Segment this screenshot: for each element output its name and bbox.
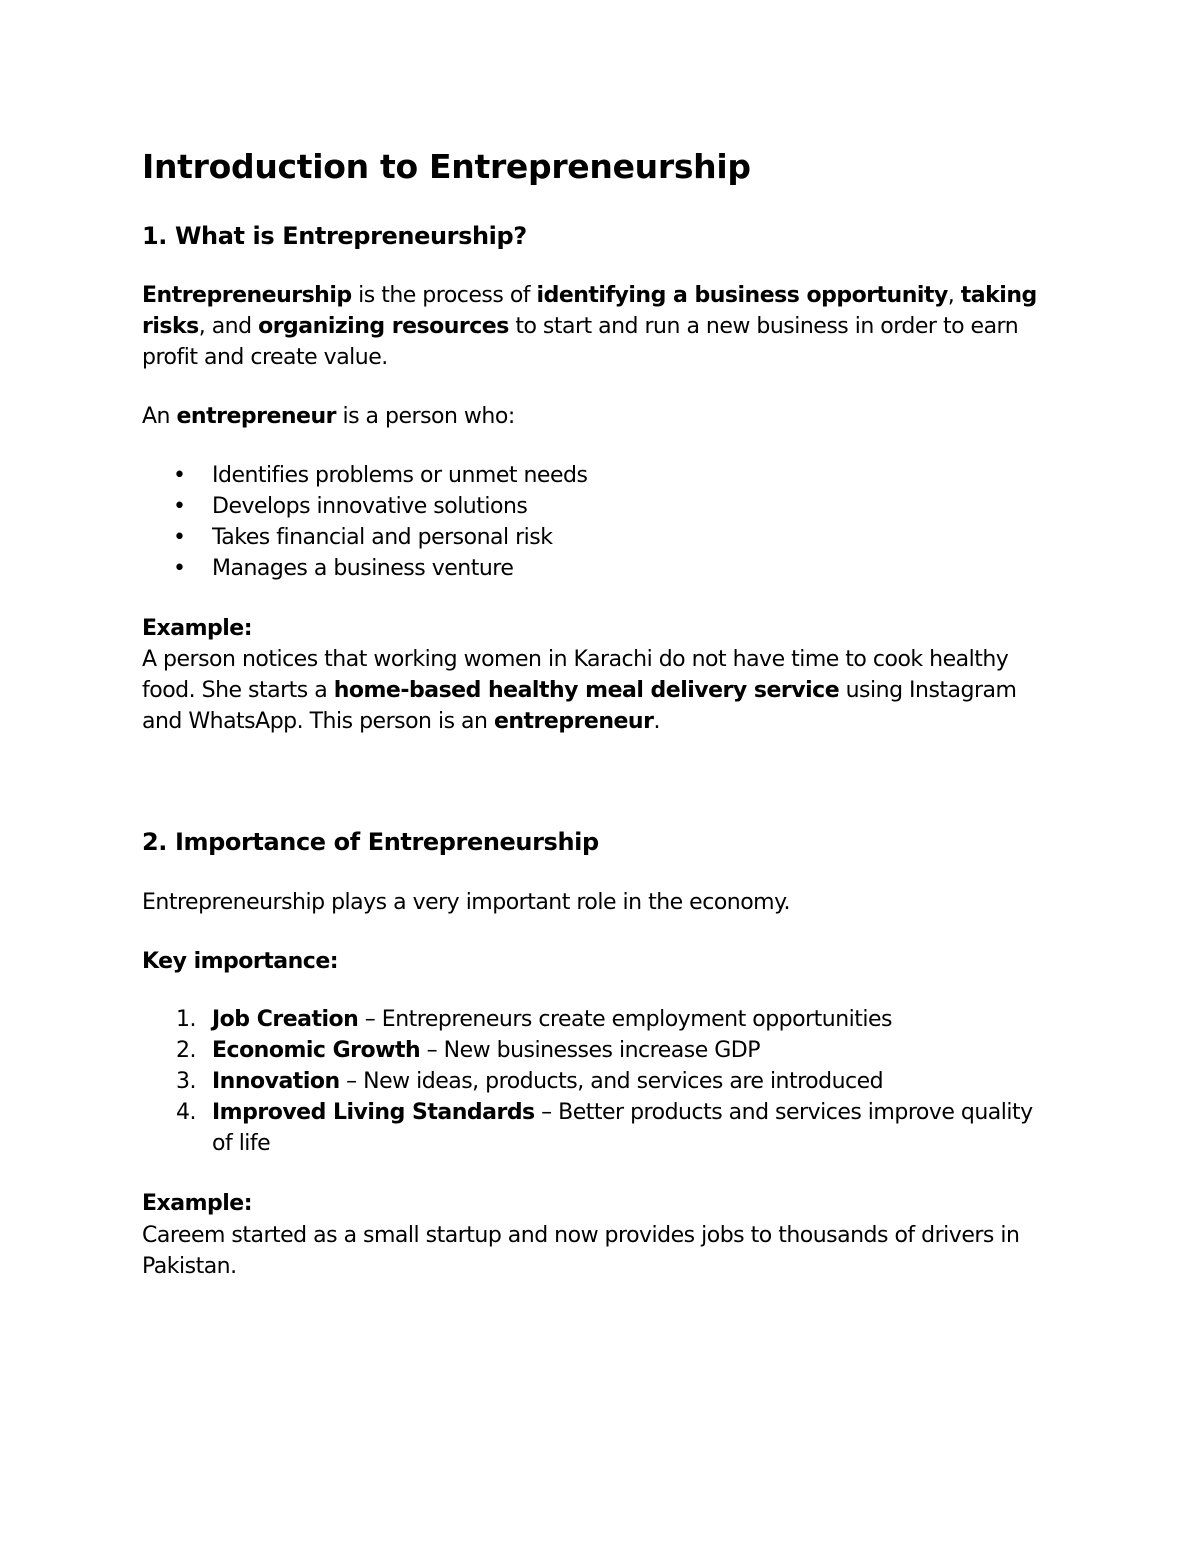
list-item: • Identifies problems or unmet needs: [142, 460, 1042, 491]
term-entrepreneurship: Entrepreneurship: [142, 283, 352, 308]
list-item: • Develops innovative solutions: [142, 491, 1042, 522]
section-2-heading: 2. Importance of Entrepreneurship: [142, 828, 599, 856]
bullet-icon: •: [173, 525, 186, 550]
example-paragraph-1: A person notices that working women in Karachi do not have time to cook healthy food. She starts a home-based healthy meal delivery service using Instagram and WhatsApp. This person is an entrepreneur.: [142, 647, 1017, 734]
term-taking-risks: taking risks: [142, 283, 1037, 339]
example-label-2: Example:: [142, 1191, 252, 1216]
bullet-icon: •: [173, 463, 186, 488]
term-meal-delivery-service: home-based healthy meal delivery service: [333, 678, 840, 703]
example-label-1: Example:: [142, 616, 252, 641]
term-entrepreneur: entrepreneur: [176, 404, 336, 429]
entrepreneur-intro-paragraph: An entrepreneur is a person who:: [142, 404, 515, 429]
list-item: 4. Improved Living Standards – Better products and services improve quality of life: [176, 1100, 1033, 1156]
term-identifying-opportunity: identifying a business opportunity: [536, 283, 948, 308]
list-item: • Takes financial and personal risk: [142, 522, 1042, 553]
bullet-icon: •: [173, 494, 186, 519]
term-entrepreneur-example: entrepreneur: [493, 709, 654, 734]
section-1-heading: 1. What is Entrepreneurship?: [142, 222, 527, 250]
list-item: 2. Economic Growth – New businesses increase GDP: [176, 1038, 760, 1063]
term-organizing-resources: organizing resources: [258, 314, 509, 339]
bullet-icon: •: [173, 556, 186, 581]
document-title: Introduction to Entrepreneurship: [142, 147, 751, 186]
list-item: 3. Innovation – New ideas, products, and services are introduced: [176, 1069, 884, 1094]
key-importance-label: Key importance:: [142, 949, 339, 974]
example-paragraph-2: Careem started as a small startup and now provides jobs to thousands of drivers in Pakistan.: [142, 1223, 1020, 1279]
importance-intro-paragraph: Entrepreneurship plays a very important role in the economy.: [142, 890, 790, 915]
list-item: • Manages a business venture: [142, 553, 1042, 584]
importance-list: [142, 1004, 1042, 1159]
list-item: 1. Job Creation – Entrepreneurs create employment opportunities: [176, 1007, 892, 1032]
entrepreneur-traits-list: [142, 460, 1042, 584]
definition-paragraph: Entrepreneurship is the process of identifying a business opportunity, taking risks, and organizing resources to start and run a new business in order to earn profit and create value.: [142, 283, 1037, 370]
